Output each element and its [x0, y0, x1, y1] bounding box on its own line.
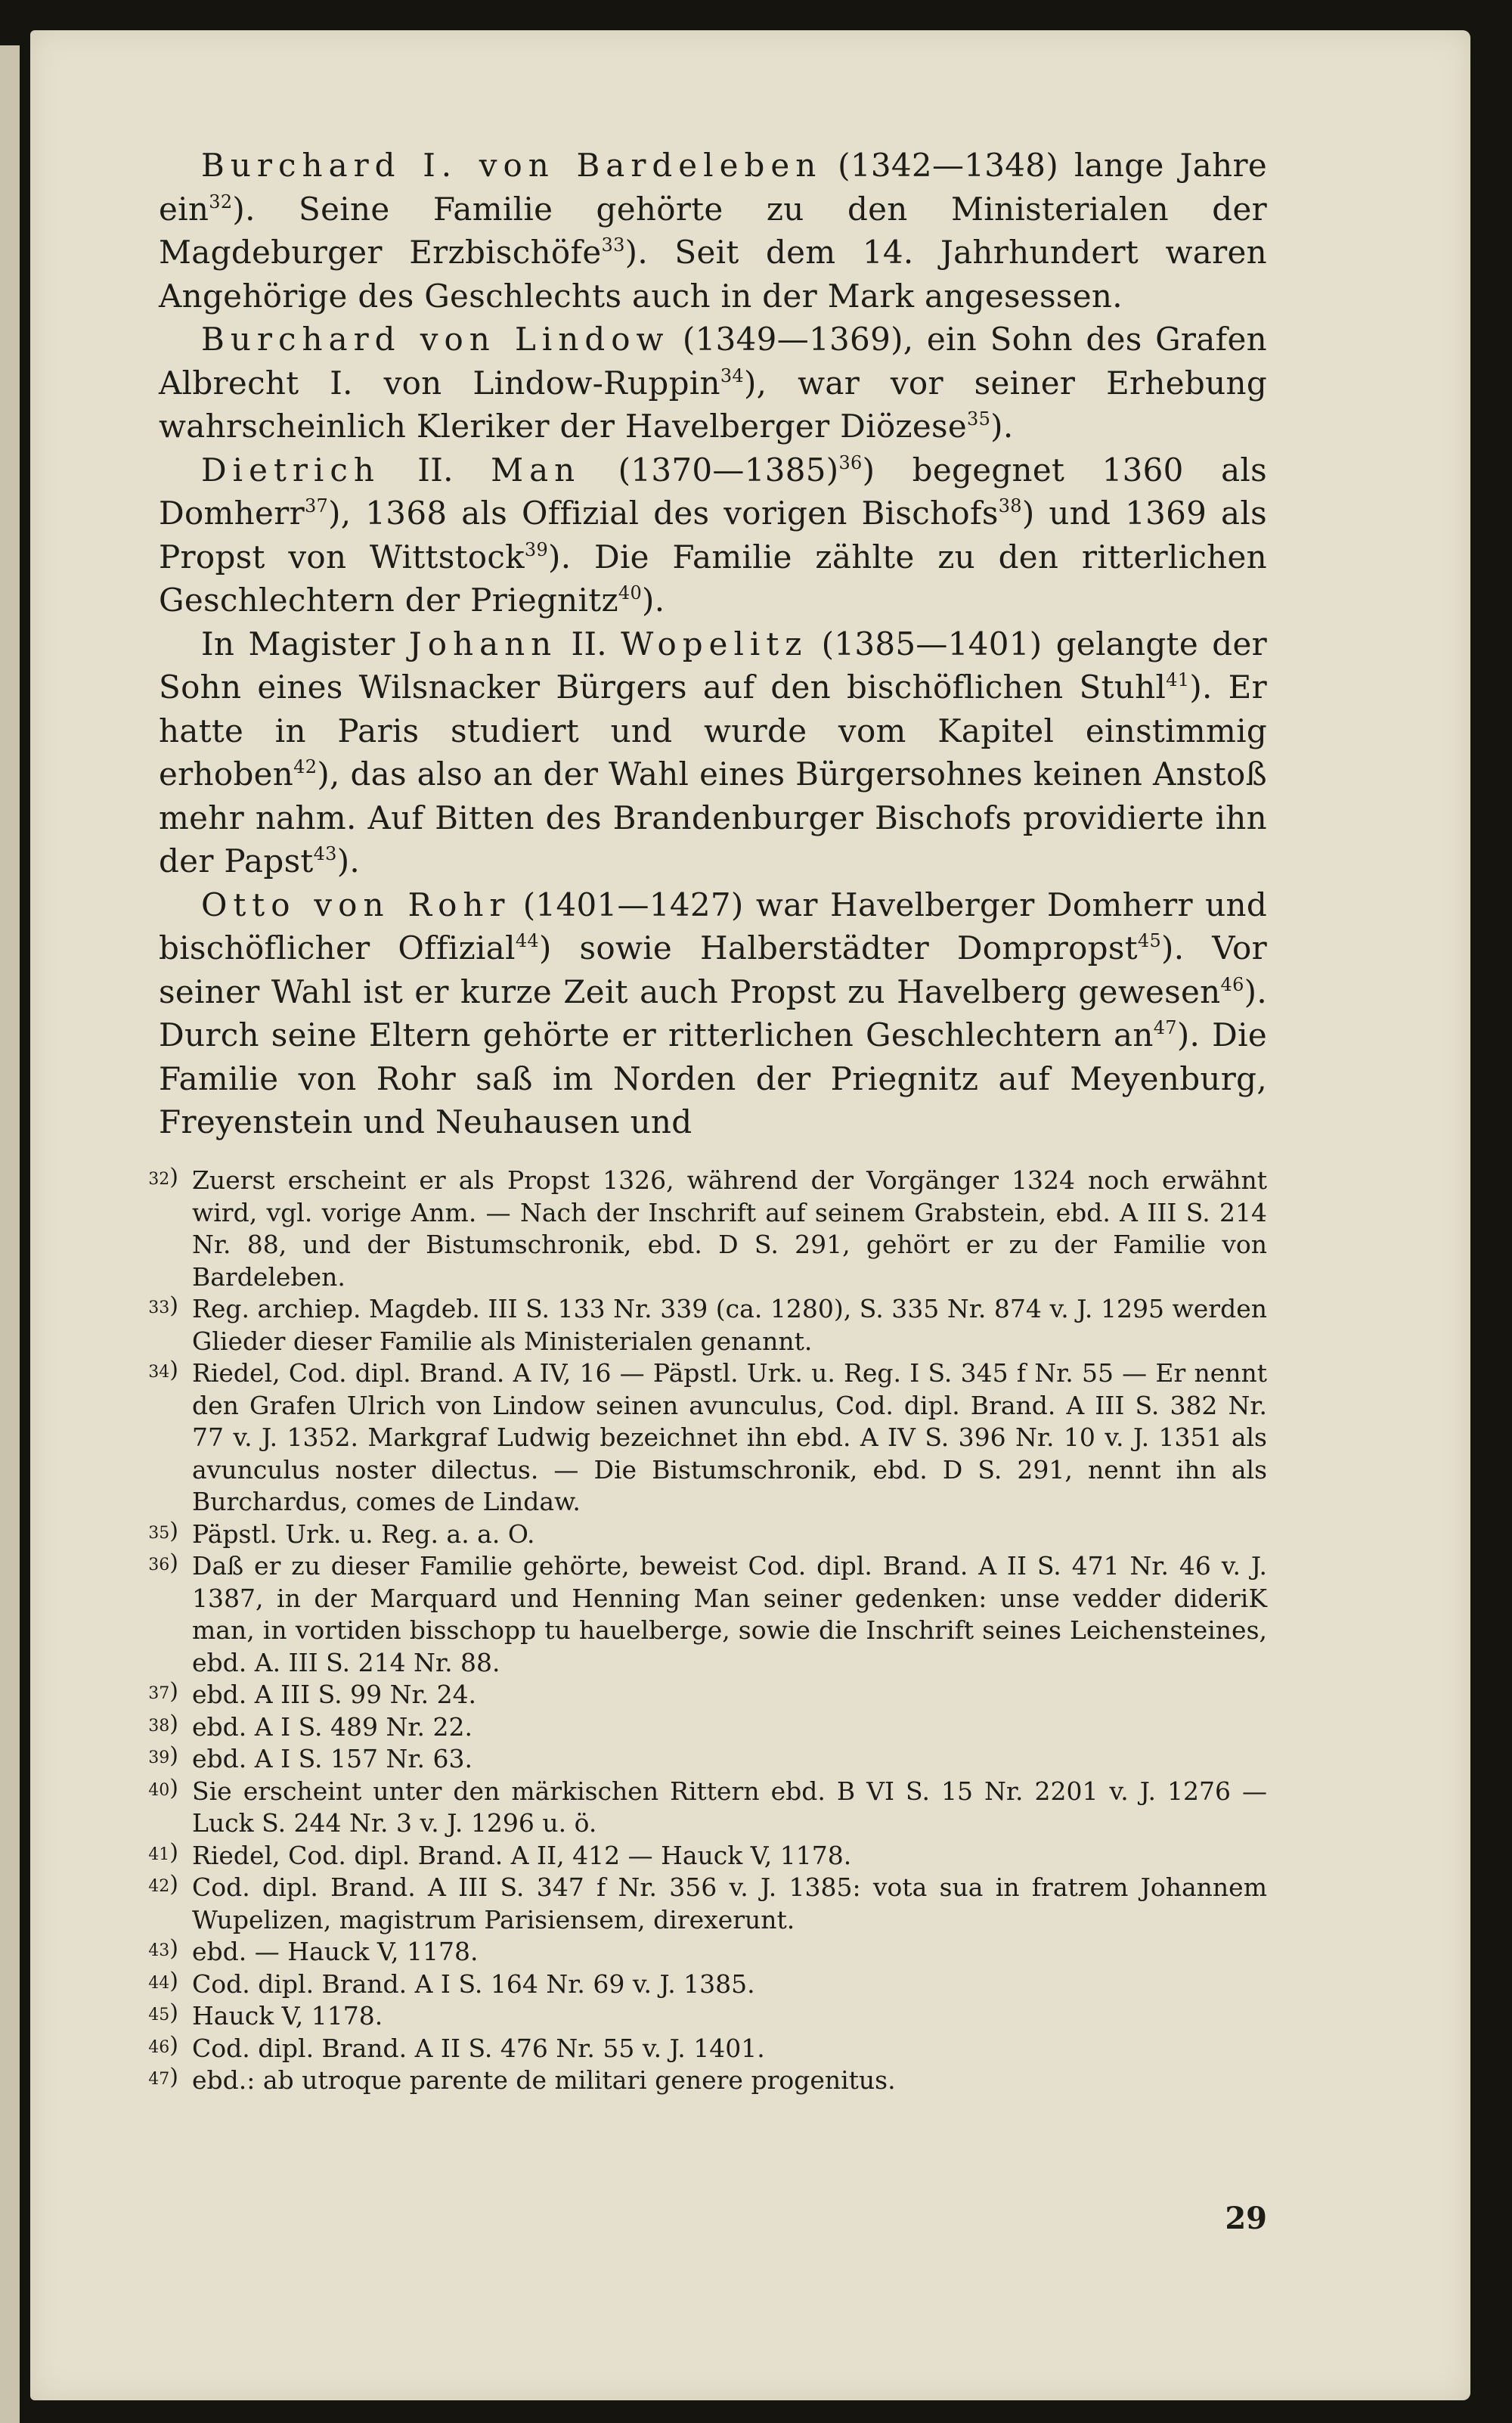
footnote-text: Reg. archiep. Magdeb. III S. 133 Nr. 339 (ca. 1280), S. 335 Nr. 874 v. J. 1295 werden Glieder dieser Familie als Ministerialen genannt.: [192, 1294, 1267, 1356]
footnote-text: Cod. dipl. Brand. A II S. 476 Nr. 55 v. J. 1401.: [192, 2033, 765, 2063]
footnote-number: 41 ): [130, 1840, 192, 1872]
text-run: ). Er hatte in Paris studiert und wurde vom Kapitel einstimmig erhoben: [159, 669, 1267, 793]
footnote-reference: 41: [1166, 669, 1190, 690]
text-run: (1401—1427) war Havelberger Domherr und bischöflicher Offizial: [159, 886, 1268, 966]
text-run: In Magister: [201, 625, 409, 662]
text-run: ) sowie Halberstädter Dompropst: [538, 929, 1138, 966]
paragraph: [159, 144, 1267, 318]
text-run: ).: [990, 408, 1014, 445]
footnote-reference: 34: [720, 365, 744, 386]
text-run: ). Vor seiner Wahl ist er kurze Zeit auch Propst zu Havelberg gewesen: [159, 929, 1267, 1010]
paragraph: [159, 448, 1267, 622]
footnote-number: 33 ): [130, 1293, 192, 1357]
book-page: [30, 30, 1470, 2400]
footnote-text: ebd.: ab utroque parente de militari genere progenitus.: [192, 2065, 896, 2095]
footnote: [130, 2000, 1267, 2033]
footnote-reference: 37: [304, 495, 329, 517]
footnote: [130, 1968, 1267, 2001]
text-run: ), 1368 als Offizial des vorigen Bischofs: [328, 495, 999, 532]
spaced-name: Dietrich: [201, 451, 380, 489]
footnote-reference: 42: [293, 756, 318, 777]
footnote-text: Sie erscheint unter den märkischen Rittern ebd. B VI S. 15 Nr. 2201 v. J. 1276 — Luck S. 244 Nr. 3 v. J. 1296 u. ö.: [192, 1776, 1267, 1838]
spaced-name: Johann: [408, 625, 558, 662]
footnote: [130, 1776, 1267, 1840]
paragraph: [159, 318, 1267, 448]
footnote: [130, 1357, 1267, 1519]
footnote-number: 32 ): [130, 1165, 192, 1293]
footnote-text: Cod. dipl. Brand. A I S. 164 Nr. 69 v. J. 1385.: [192, 1968, 755, 1999]
footnote: [130, 1711, 1267, 1744]
footnote-text: Riedel, Cod. dipl. Brand. A IV, 16 — Päpstl. Urk. u. Reg. I S. 345 f Nr. 55 — Er nennt den Grafen Ulrich von Lindow seinen avunculus, Cod. dipl. Brand. A III S. 382 Nr. 77 v. J. 1352. Markgraf Ludwig bezeichnet ihn ebd. A IV S. 396 Nr. 10 v. J. 1351 als avunculus noster dilectus. — Die Bistumschronik, ebd. D S. 291, nennt ihn als Burchardus, comes de Lindaw.: [192, 1358, 1267, 1516]
text-run: ). Seine Familie gehörte zu den Ministerialen der Magdeburger Erzbischöfe: [159, 190, 1267, 271]
footnote-reference: 36: [838, 451, 863, 473]
footnote-number: 38 ): [130, 1711, 192, 1744]
footnote-number: 44 ): [130, 1968, 192, 2001]
footnote-reference: 46: [1220, 973, 1244, 995]
text-run: II.: [380, 451, 491, 489]
text-run: (1370—1385): [581, 451, 839, 489]
text-run: ). Durch seine Eltern gehörte er ritterlichen Geschlechtern an: [159, 973, 1267, 1053]
footnote: [130, 1293, 1267, 1357]
text-run: (1342—1348) lange Jahre ein: [159, 147, 1267, 228]
footnote-reference: 38: [998, 495, 1022, 517]
text-run: ). Die Familie zählte zu den ritterlichen Geschlechtern der Priegnitz: [159, 538, 1268, 619]
footnote-reference: 43: [313, 843, 337, 864]
footnote: [130, 1679, 1267, 1711]
text-run: ) begegnet 1360 als Domherr: [159, 451, 1268, 532]
footnote-text: Zuerst erscheint er als Propst 1326, während der Vorgänger 1324 noch erwähnt wird, vgl. vorige Anm. — Nach der Inschrift auf seinem Grabstein, ebd. A III S. 214 Nr. 88, und der Bistumschronik, ebd. D S. 291, gehört er zu der Familie von Bardeleben.: [192, 1165, 1267, 1292]
spaced-name: Man: [491, 451, 581, 489]
footnote-number: 45 ): [130, 2000, 192, 2033]
footnote-text: Hauck V, 1178.: [192, 2001, 383, 2031]
spaced-name: Wopelitz: [621, 625, 808, 662]
footnote: [130, 1519, 1267, 1551]
footnote-reference: 32: [209, 191, 233, 213]
footnotes: [130, 1165, 1267, 2097]
spaced-name: Otto von Rohr: [201, 886, 511, 923]
footnote-reference: 44: [515, 930, 539, 951]
footnote-reference: 39: [524, 538, 549, 560]
text-run: ).: [642, 582, 665, 619]
footnote-number: 39 ): [130, 1743, 192, 1776]
footnote: [130, 2065, 1267, 2097]
footnote-reference: 47: [1153, 1017, 1177, 1038]
main-text: [159, 144, 1267, 1144]
text-run: ).: [336, 842, 361, 880]
footnote: [130, 1743, 1267, 1776]
footnote-number: 43 ): [130, 1936, 192, 1968]
spaced-name: Burchard I. von Bardeleben: [201, 147, 823, 184]
text-run: ). Die Familie von Rohr saß im Norden der Priegnitz auf Meyenburg, Freyenstein und Neuhausen und: [159, 1016, 1267, 1140]
footnote-text: Cod. dipl. Brand. A III S. 347 f Nr. 356 v. J. 1385: vota sua in fratrem Johannem Wupelizen, magistrum Parisiensem, direxerunt.: [192, 1872, 1267, 1934]
footnote-text: Riedel, Cod. dipl. Brand. A II, 412 — Hauck V, 1178.: [192, 1840, 852, 1870]
footnote-text: ebd. A I S. 157 Nr. 63.: [192, 1744, 472, 1773]
text-run: ) und 1369 als Propst von Wittstock: [159, 495, 1267, 576]
paragraph: [159, 883, 1267, 1144]
footnote-text: Daß er zu dieser Familie gehörte, beweist Cod. dipl. Brand. A II S. 471 Nr. 46 v. J. 1387, in der Marquard und Henning Man seiner gedenken: unse vedder dideriK man, in vortiden bisschopp tu hauelberge, sowie die Inschrift seines Leichensteines, ebd. A. III S. 214 Nr. 88.: [192, 1551, 1267, 1677]
footnote: [130, 2033, 1267, 2065]
footnote-number: 40 ): [130, 1776, 192, 1840]
paragraph: [159, 622, 1267, 883]
footnote-reference: 35: [967, 408, 991, 430]
text-run: ), das also an der Wahl eines Bürgersohnes keinen Anstoß mehr nahm. Auf Bitten des Brandenburger Bischofs providierte ihn der Papst: [159, 755, 1267, 880]
footnote-text: ebd. — Hauck V, 1178.: [192, 1937, 479, 1966]
footnote: [130, 1550, 1267, 1679]
footnote-number: 36 ): [130, 1550, 192, 1679]
footnote: [130, 1872, 1267, 1936]
footnote: [130, 1165, 1267, 1293]
footnote-text: ebd. A III S. 99 Nr. 24.: [192, 1680, 477, 1709]
footnote-text: Päpstl. Urk. u. Reg. a. a. O.: [192, 1519, 535, 1549]
text-run: (1385—1401) gelangte der Sohn eines Wilsnacker Bürgers auf den bischöflichen Stuhl: [159, 625, 1267, 706]
footnote-text: ebd. A I S. 489 Nr. 22.: [192, 1711, 472, 1742]
footnote-number: 47 ): [130, 2065, 192, 2097]
footnote-reference: 40: [618, 582, 643, 603]
footnote-number: 34 ): [130, 1357, 192, 1519]
footnote-reference: 45: [1137, 930, 1162, 951]
footnote-number: 42 ): [130, 1872, 192, 1936]
footnote-number: 35 ): [130, 1519, 192, 1551]
text-run: ). Seit dem 14. Jahrhundert waren Angehörige des Geschlechts auch in der Mark angesessen.: [159, 234, 1267, 315]
text-run: II.: [557, 625, 621, 662]
spaced-name: Burchard von Lindow: [201, 321, 670, 358]
footnote: [130, 1936, 1267, 1968]
footnote: [130, 1840, 1267, 1872]
text-run: (1349—1369), ein Sohn des Grafen Albrecht I. von Lindow-Ruppin: [159, 321, 1267, 402]
footnote-number: 46 ): [130, 2033, 192, 2065]
book-spine-edge: [0, 45, 20, 2423]
page-number: 29: [1225, 2201, 1267, 2236]
footnote-number: 37 ): [130, 1679, 192, 1711]
footnote-reference: 33: [601, 234, 625, 256]
text-run: ), war vor seiner Erhebung wahrscheinlich Kleriker der Havelberger Diözese: [159, 364, 1267, 445]
